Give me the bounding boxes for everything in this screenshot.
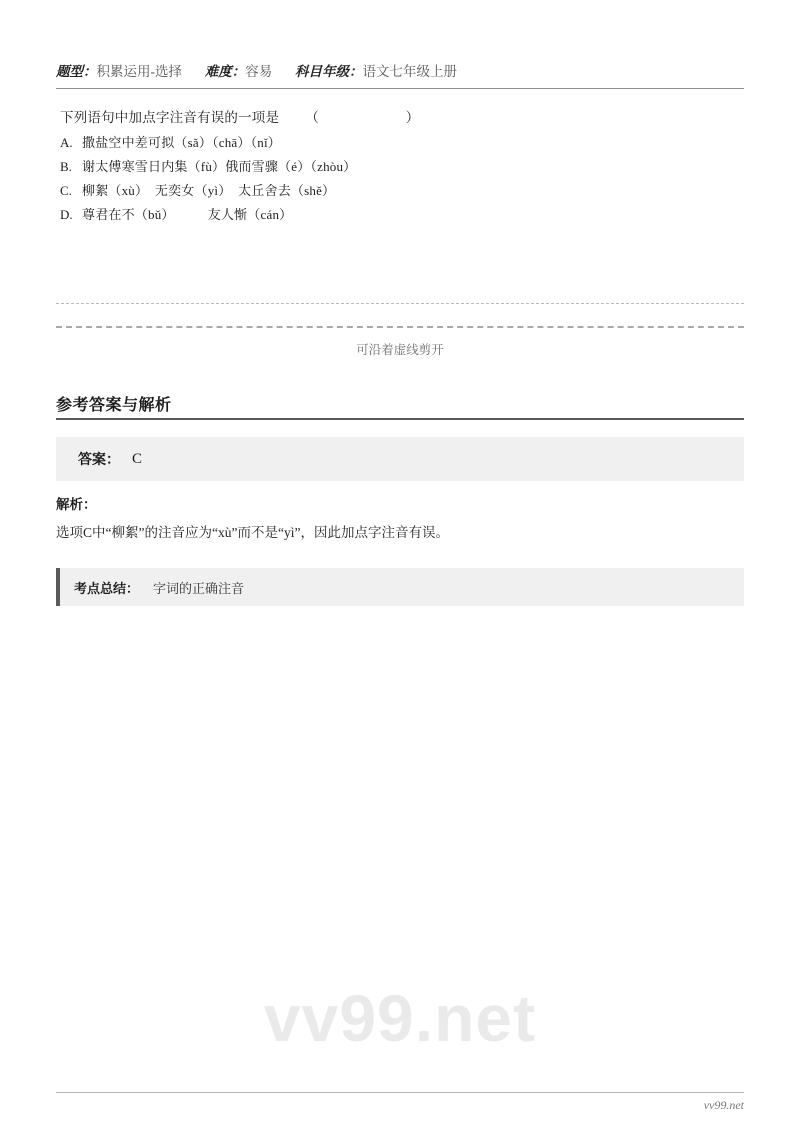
dashed-cut-line <box>56 326 744 328</box>
meta-subject-value: 语文七年级上册 <box>362 64 457 79</box>
option-c-tag: C. <box>60 183 72 199</box>
answer-value: C <box>132 450 143 467</box>
cut-along-line-note: 可沿着虚线剪开 <box>356 343 444 357</box>
option-b-tag: B. <box>60 159 72 175</box>
page-watermark: vv99.net <box>263 981 537 1055</box>
option-a-tag: A. <box>60 134 73 150</box>
option-c[interactable] <box>60 181 740 201</box>
explanation-label: 解析： <box>56 497 97 512</box>
option-b-text: 谢太傅寒雪日内集（fù）俄而雪骤（é）（zhòu） <box>82 159 357 175</box>
meta-difficulty-value: 容易 <box>245 64 273 79</box>
question-block <box>60 108 740 225</box>
option-c-text: 柳絮（xù） 无奕女（yì） 太丘舍去（shě） <box>82 183 336 199</box>
option-d[interactable] <box>60 205 740 225</box>
meta-subject-label: 科目年级： <box>295 64 363 79</box>
option-a[interactable] <box>60 133 740 153</box>
keypoint-label: 考点总结： <box>74 580 140 596</box>
answer-section-divider <box>56 418 744 420</box>
header-divider <box>56 88 744 89</box>
keypoint-value: 字词的正确注音 <box>153 580 245 596</box>
option-d-text: 尊君在不（bǔ） 友人惭（cán） <box>82 207 293 223</box>
question-stem: 下列语句中加点字注音有误的一项是 <box>60 110 280 125</box>
meta-difficulty-label: 难度： <box>204 64 246 79</box>
question-answer-paren: （ ） <box>305 110 440 125</box>
answer-box <box>56 437 744 481</box>
keypoint-box <box>56 568 744 606</box>
question-stem-line <box>60 108 740 129</box>
dashed-divider-upper <box>56 303 744 304</box>
footer-site-label: vv99.net <box>703 1098 744 1112</box>
option-a-text: 撒盐空中差可拟（sǎ）（chā）（nǐ） <box>82 134 281 150</box>
explanation-text: 选项C中“柳絮”的注音应为“xù”而不是“yì”，因此加点字注音有误。 <box>56 525 449 540</box>
option-b[interactable] <box>60 157 740 177</box>
meta-type-value: 积累运用-选择 <box>96 64 182 79</box>
footer-divider <box>56 1092 744 1093</box>
answer-label: 答案： <box>78 453 120 468</box>
meta-type-label: 题型： <box>56 64 97 79</box>
option-d-tag: D. <box>60 207 73 223</box>
document-meta-line <box>56 60 744 80</box>
answer-section-title: 参考答案与解析 <box>56 397 172 414</box>
